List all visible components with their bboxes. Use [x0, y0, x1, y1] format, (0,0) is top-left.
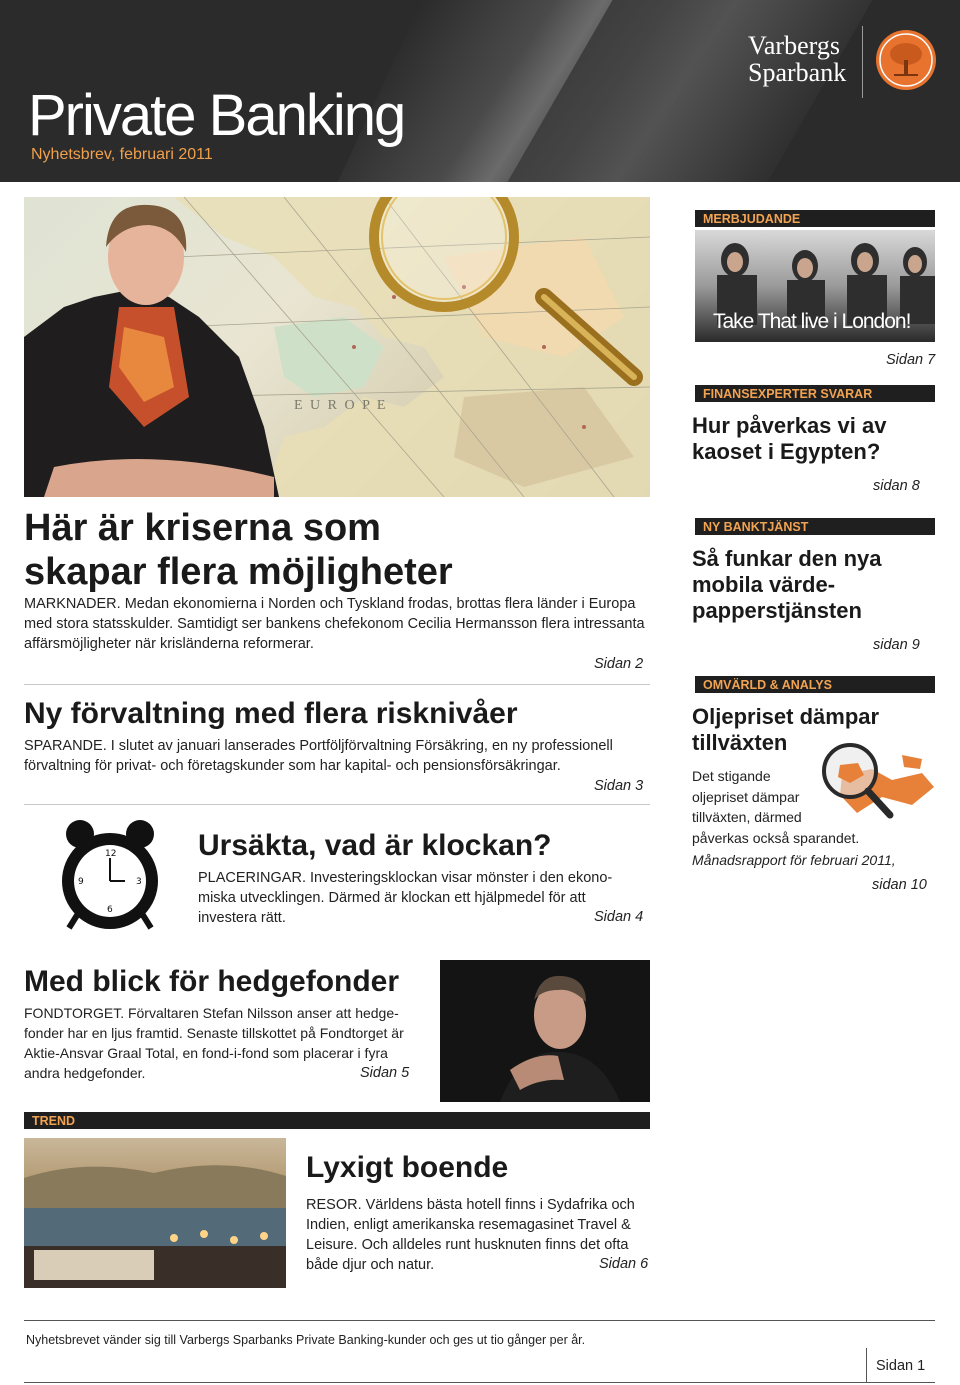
merbjudande-page-link[interactable]: Sidan 7 — [886, 352, 936, 368]
story4-body-line-3: Aktie-Ansvar Graal Total, en fond-i-fond som placerar i fyra — [24, 1045, 388, 1061]
footer-rule-bottom — [24, 1382, 935, 1383]
ny-banktjanst-tag: NY BANKTJÄNST — [695, 518, 935, 535]
lead-headline-line-1: Här är kriserna som — [24, 507, 381, 549]
finansexperter-tag: FINANSEXPERTER SVARAR — [695, 385, 935, 402]
omvarld-page-link[interactable]: sidan 10 — [872, 877, 927, 893]
clock-numeral-12: 12 — [105, 849, 117, 859]
story2-headline: Ny förvaltning med flera risknivåer — [24, 697, 518, 730]
tree-logo-icon — [876, 30, 936, 90]
clock-numeral-6: 6 — [107, 905, 113, 915]
footer-rule-vertical — [866, 1348, 867, 1382]
omvarld-tag: OMVÄRLD & ANALYS — [695, 676, 935, 693]
hotel-photo — [24, 1138, 286, 1288]
brand-wordmark — [748, 32, 846, 86]
clock-numeral-3: 3 — [136, 877, 142, 887]
merbjudande-tag: MERBJUDANDE — [695, 210, 935, 227]
trend-body-line-1: RESOR. Världens bästa hotell finns i Sydafrika och — [306, 1197, 635, 1213]
finansexperter-headline — [692, 413, 886, 465]
investment-clock-icon — [55, 818, 165, 938]
story2-body: SPARANDE. I slutet av januari lanserades Portföljförvaltning Försäkring, en ny professionell förvaltning för privat- och företagskunder som har kapital- och pensionsförsäkringar. — [24, 738, 613, 774]
ny-banktjanst-headline — [692, 546, 882, 624]
omvarld-body-line-3: tillväxten, därmed — [692, 809, 802, 825]
newsletter-title: Private Banking — [28, 83, 405, 148]
lead-body: MARKNADER. Medan ekonomierna i Norden och Tyskland frodas, brottas flera länder i Europa med stora statsskulder. Samtidigt ser bankens chefekonom Cecilia Hermansson flera intressanta affärsmöjligheter när krisländerna reformerar. — [24, 596, 645, 652]
story3-body-line-3: investera rätt. — [198, 910, 286, 926]
fund-manager-photo — [440, 960, 650, 1102]
section-divider — [24, 684, 650, 685]
lead-page-link[interactable]: Sidan 2 — [594, 656, 644, 672]
footer-rule-top — [24, 1320, 935, 1321]
trend-page-link[interactable]: Sidan 6 — [599, 1256, 649, 1272]
omvarld-headline-line-1: Oljepriset dämpar — [692, 704, 880, 729]
trend-body-line-2: Indien, enligt amerikanska resemagasinet Travel & — [306, 1217, 631, 1233]
newsletter-issue: Nyhetsbrev, februari 2011 — [31, 146, 213, 163]
story4-body-line-2: fonder har en ljus framtid. Senaste tillskottet på Fondtorget är — [24, 1025, 404, 1041]
story3-body — [198, 868, 658, 928]
brand-divider — [862, 26, 863, 98]
story3-body-line-2: miska utvecklingen. Därmed är klockan ett hjälpmedel för att — [198, 890, 586, 906]
trend-tag: TREND — [24, 1112, 650, 1129]
omvarld-body — [692, 766, 859, 848]
brand-line-1: Varbergs — [748, 31, 840, 60]
brand-line-2: Sparbank — [748, 58, 847, 87]
finansexperter-headline-line-2: kaoset i Egypten? — [692, 439, 881, 464]
ny-banktjanst-headline-line-2: mobila värde- — [692, 572, 836, 597]
concert-offer-photo[interactable] — [695, 230, 935, 342]
omvarld-report-label: Månadsrapport för februari 2011, — [692, 852, 896, 868]
lead-photo — [24, 197, 650, 497]
omvarld-headline-line-2: tillväxten — [692, 730, 788, 755]
lead-headline — [24, 506, 453, 594]
footer-page-number: Sidan 1 — [876, 1358, 926, 1374]
ny-banktjanst-page-link[interactable]: sidan 9 — [873, 637, 920, 653]
story4-body-line-4: andra hedgefonder. — [24, 1065, 146, 1081]
finansexperter-headline-line-1: Hur påverkas vi av — [692, 413, 887, 438]
ny-banktjanst-headline-line-3: papperstjänsten — [692, 598, 862, 623]
footer-note: Nyhetsbrevet vänder sig till Varbergs Sparbanks Private Banking-kunder och ges ut tio gånger per år. — [26, 1333, 586, 1347]
lead-headline-line-2: skapar flera möjligheter — [24, 551, 453, 593]
story3-page-link[interactable]: Sidan 4 — [594, 909, 644, 925]
trend-body-line-4: både djur och natur. — [306, 1257, 435, 1273]
section-divider — [24, 804, 650, 805]
omvarld-body-line-2: oljepriset dämpar — [692, 788, 800, 805]
story4-page-link[interactable]: Sidan 5 — [360, 1065, 410, 1081]
finansexperter-page-link[interactable]: sidan 8 — [873, 478, 920, 494]
map-label: E U R O P E — [294, 398, 388, 413]
trend-body-line-3: Leisure. Och alldeles runt husknuten finns det ofta — [306, 1237, 629, 1253]
story2-page-link[interactable]: Sidan 3 — [594, 778, 644, 794]
story3-body-line-1: PLACERINGAR. Investeringsklockan visar mönster i den ekono- — [198, 870, 613, 886]
concert-offer-caption: Take That live i London! — [713, 310, 911, 333]
story4-body-line-1: FONDTORGET. Förvaltaren Stefan Nilsson anser att hedge- — [24, 1005, 399, 1021]
story3-headline: Ursäkta, vad är klockan? — [198, 829, 552, 862]
clock-numeral-9: 9 — [78, 877, 84, 887]
omvarld-body-line-4: påverkas också sparandet. — [692, 829, 860, 846]
ny-banktjanst-headline-line-1: Så funkar den nya — [692, 546, 882, 571]
trend-headline: Lyxigt boende — [306, 1151, 509, 1184]
story4-headline: Med blick för hedgefonder — [24, 965, 400, 998]
omvarld-body-line-1: Det stigande — [692, 768, 771, 784]
